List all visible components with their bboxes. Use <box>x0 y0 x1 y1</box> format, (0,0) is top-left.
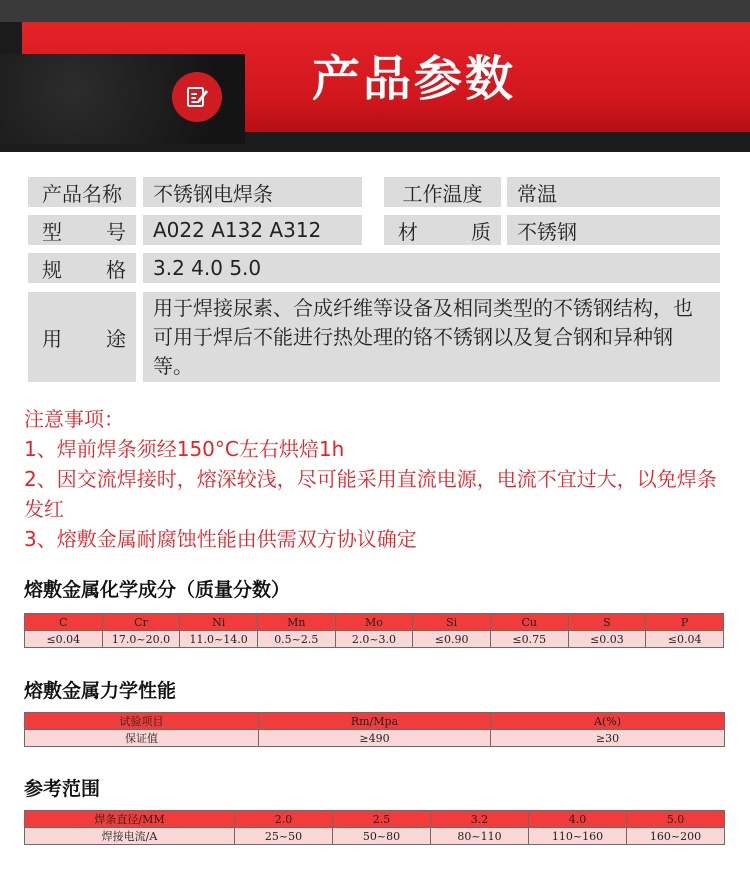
chem-header-cell: P <box>646 614 724 631</box>
param-label-spec <box>28 253 136 283</box>
chem-value-cell: 0.5~2.5 <box>257 631 335 648</box>
chem-header-cell: Cu <box>490 614 568 631</box>
header-banner <box>0 0 750 152</box>
param-value-product-name: 不锈钢电焊条 <box>143 177 362 207</box>
chem-header-cell: S <box>568 614 646 631</box>
param-label-material-char-a: 材 <box>398 219 418 244</box>
param-label-model <box>28 215 136 245</box>
param-label-material <box>384 215 501 245</box>
param-label-spec-char-a: 规 <box>42 257 62 282</box>
edit-document-icon <box>172 72 222 122</box>
chem-section-title: 熔敷金属化学成分（质量分数） <box>24 579 291 601</box>
param-label-spec-char-b: 格 <box>106 257 126 282</box>
mech-value-row <box>25 730 725 747</box>
mech-header-row <box>25 713 725 730</box>
ref-header-cell: 4.0 <box>529 811 627 828</box>
mech-header-cell: A(%) <box>491 713 725 730</box>
chem-header-row <box>25 614 724 631</box>
param-value-usage: 用于焊接尿素、合成纤维等设备及相同类型的不锈钢结构，也可用于焊后不能进行热处理的铬不锈钢以及复合钢和异种钢等。 <box>143 292 720 382</box>
note-item-1: 1、焊前焊条须经150°C左右烘焙1h <box>24 437 345 461</box>
ref-header-cell: 3.2 <box>431 811 529 828</box>
chem-value-cell: ≤0.04 <box>25 631 103 648</box>
param-value-material: 不锈钢 <box>507 215 720 245</box>
param-value-model: A022 A132 A312 <box>143 215 362 245</box>
ref-value-cell: 80~110 <box>431 828 529 845</box>
mech-value-cell: ≥490 <box>259 730 491 747</box>
chem-header-cell: Mn <box>257 614 335 631</box>
mech-value-cell: 保证值 <box>25 730 259 747</box>
mech-table <box>24 712 725 747</box>
ref-header-cell: 5.0 <box>627 811 725 828</box>
mech-header-cell: Rm/Mpa <box>259 713 491 730</box>
chem-header-cell: Ni <box>180 614 258 631</box>
ref-value-cell: 110~160 <box>529 828 627 845</box>
ref-section-title: 参考范围 <box>24 778 101 800</box>
chem-value-cell: 17.0~20.0 <box>102 631 180 648</box>
note-item-2: 2、因交流焊接时，熔深较浅，尽可能采用直流电源，电流不宜过大，以免焊条发红 <box>24 467 717 521</box>
chem-value-cell: ≤0.04 <box>646 631 724 648</box>
chem-value-row <box>25 631 724 648</box>
param-value-work-temp: 常温 <box>507 177 720 207</box>
banner-top-strip <box>0 0 750 22</box>
ref-header-cell: 焊条直径/MM <box>25 811 235 828</box>
mech-header-cell: 试验项目 <box>25 713 259 730</box>
param-label-work-temp: 工作温度 <box>384 177 501 207</box>
ref-value-cell: 25~50 <box>235 828 333 845</box>
param-label-usage-char-b: 途 <box>106 326 126 351</box>
note-item-3: 3、熔敷金属耐腐蚀性能由供需双方协议确定 <box>24 527 417 551</box>
param-label-usage-char-a: 用 <box>42 326 62 351</box>
ref-header-cell: 2.0 <box>235 811 333 828</box>
chem-header-cell: Si <box>413 614 491 631</box>
notes-title: 注意事项： <box>24 407 124 431</box>
ref-header-row <box>25 811 725 828</box>
chem-header-cell: Mo <box>335 614 413 631</box>
param-label-product-name: 产品名称 <box>28 177 136 207</box>
ref-value-cell: 焊接电流/A <box>25 828 235 845</box>
ref-value-row <box>25 828 725 845</box>
chem-value-cell: 2.0~3.0 <box>335 631 413 648</box>
ref-header-cell: 2.5 <box>333 811 431 828</box>
notes-section <box>24 404 734 554</box>
chem-header-cell: C <box>25 614 103 631</box>
param-label-material-char-b: 质 <box>471 219 491 244</box>
chem-value-cell: ≤0.75 <box>490 631 568 648</box>
ref-value-cell: 160~200 <box>627 828 725 845</box>
page-title: 产品参数 <box>312 51 517 107</box>
chem-value-cell: ≤0.90 <box>413 631 491 648</box>
chem-header-cell: Cr <box>102 614 180 631</box>
ref-table <box>24 810 725 845</box>
ref-value-cell: 50~80 <box>333 828 431 845</box>
param-label-model-char-a: 型 <box>42 219 62 244</box>
param-label-model-char-b: 号 <box>106 219 126 244</box>
mech-section-title: 熔敷金属力学性能 <box>24 680 177 702</box>
chem-value-cell: ≤0.03 <box>568 631 646 648</box>
param-value-spec: 3.2 4.0 5.0 <box>143 253 720 283</box>
param-label-usage <box>28 292 136 382</box>
mech-value-cell: ≥30 <box>491 730 725 747</box>
chem-table <box>24 613 724 648</box>
chem-value-cell: 11.0~14.0 <box>180 631 258 648</box>
